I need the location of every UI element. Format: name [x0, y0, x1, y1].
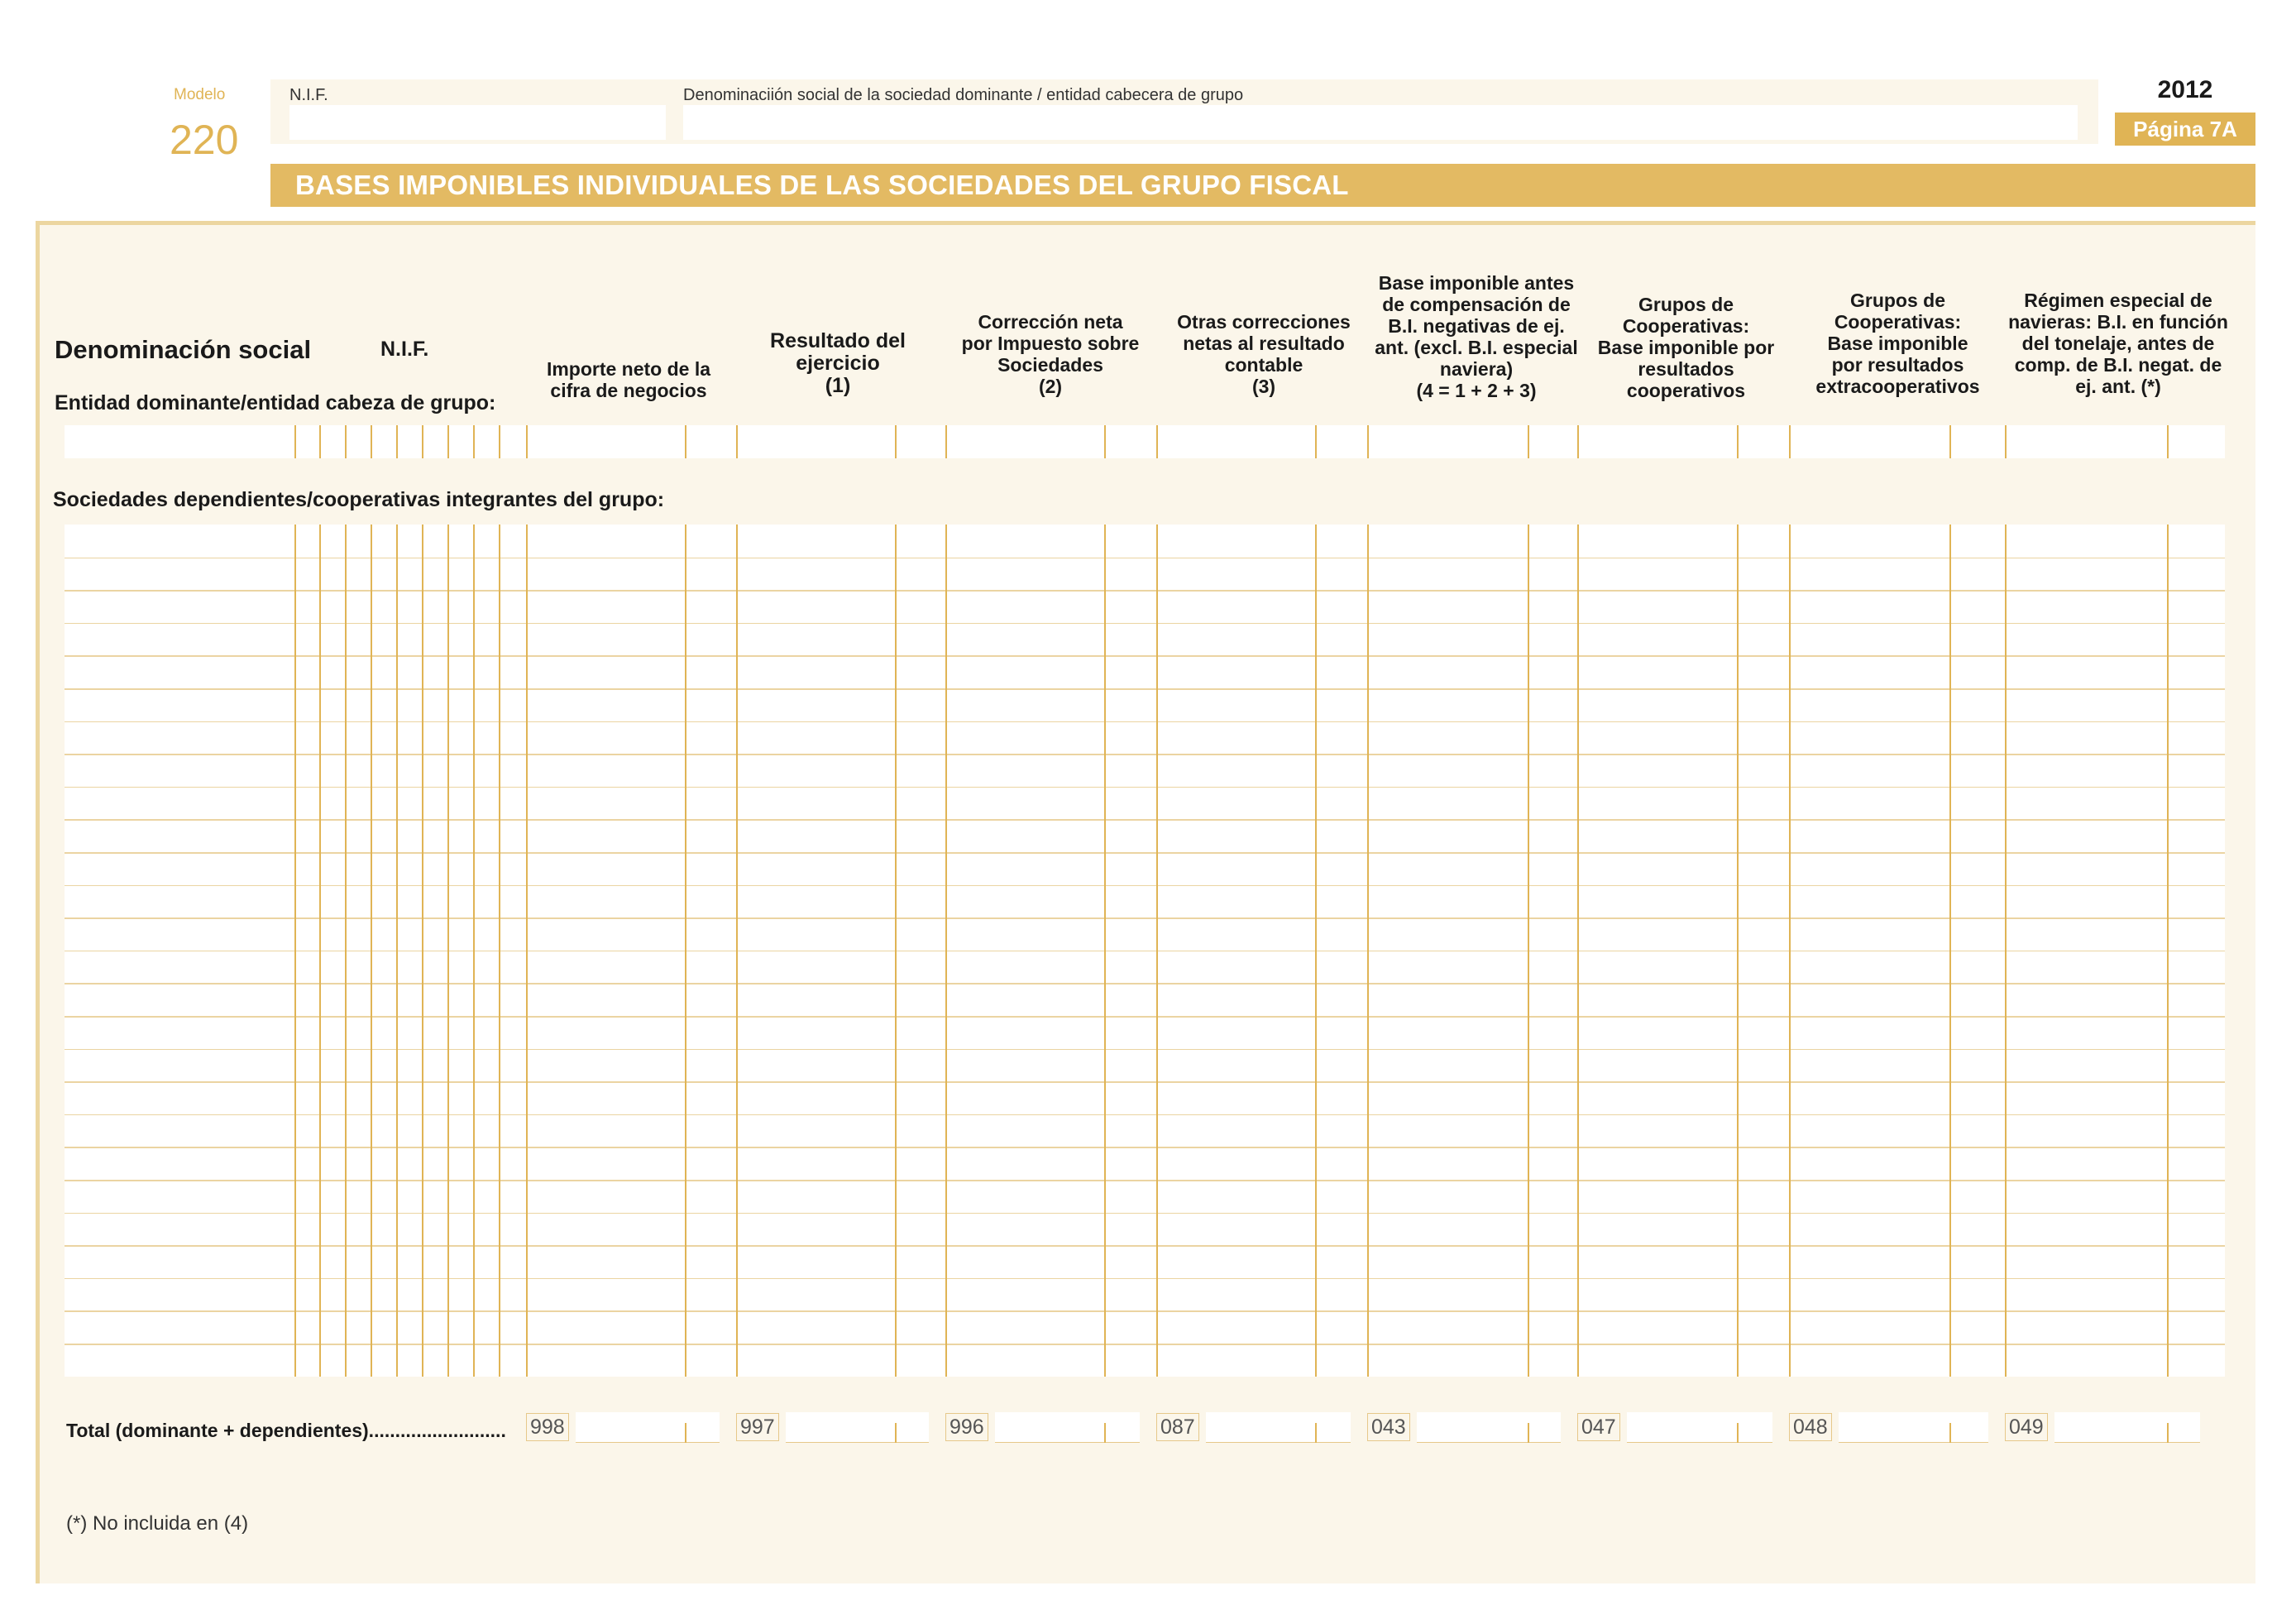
column-header-line: (3) — [1251, 376, 1276, 397]
column-header-line: ej. ant. (*) — [2075, 376, 2161, 397]
column-header-line: resultados cooperativos — [1626, 358, 1746, 401]
decimal-separator — [685, 525, 686, 1377]
entidad-dominante-label: Entidad dominante/entidad cabeza de grupo: — [55, 391, 496, 414]
nif-input[interactable] — [289, 105, 666, 140]
table-row — [65, 885, 2225, 887]
table-row — [65, 1016, 2225, 1018]
decimal-separator — [895, 425, 897, 458]
decimal-separator — [1528, 1423, 1529, 1443]
table-row — [65, 590, 2225, 592]
total-label: Total (dominante + dependientes).......................... — [66, 1420, 506, 1441]
nif-heading: N.I.F. — [380, 338, 429, 361]
decimal-separator — [1737, 1423, 1739, 1443]
table-row — [65, 1081, 2225, 1083]
column-header-line: navieras: B.I. en función — [2008, 311, 2228, 333]
decimal-separator — [1315, 1423, 1317, 1443]
nif-digit-separator — [345, 525, 347, 1377]
total-value-field[interactable] — [1417, 1412, 1561, 1443]
decimal-separator — [685, 425, 686, 458]
denominacion-input[interactable] — [683, 105, 2078, 140]
title-bar — [270, 164, 2255, 207]
column-header-otras-correcciones — [1165, 281, 1363, 397]
year-box — [2115, 76, 2255, 103]
nif-digit-separator — [499, 525, 500, 1377]
nif-digit-separator — [447, 525, 449, 1377]
nif-digit-separator — [447, 425, 449, 458]
total-code-box: 998 — [526, 1413, 569, 1441]
column-header-line: Grupos de Cooperativas: — [1834, 290, 1962, 333]
column-separator — [736, 425, 738, 458]
total-value-field[interactable] — [995, 1412, 1140, 1443]
column-separator — [1156, 425, 1158, 458]
nif-digit-separator — [422, 525, 423, 1377]
nif-digit-separator — [396, 425, 398, 458]
column-separator — [1789, 525, 1791, 1377]
column-separator — [1789, 425, 1791, 458]
footnote: (*) No incluida en (4) — [66, 1512, 249, 1535]
column-separator — [2005, 525, 2007, 1377]
column-header-line: Base imponible — [1827, 333, 1968, 354]
page-badge: Página 7A — [2115, 113, 2255, 146]
denominacion-label: Denominaciión social de la sociedad dominante / entidad cabecera de grupo — [683, 86, 1244, 104]
total-code-box: 047 — [1577, 1413, 1620, 1441]
total-value-field[interactable] — [2054, 1412, 2200, 1443]
total-code-box: 043 — [1367, 1413, 1410, 1441]
nif-digit-separator — [319, 525, 321, 1377]
column-header-line: comp. de B.I. negat. de — [2014, 354, 2222, 376]
column-header-line: Base imponible por — [1597, 337, 1775, 358]
column-header-line: del tonelaje, antes de — [2021, 333, 2215, 354]
nif-digit-separator — [371, 425, 372, 458]
total-value-field[interactable] — [1206, 1412, 1351, 1443]
column-header-line: contable — [1224, 354, 1303, 376]
decimal-separator — [2167, 525, 2169, 1377]
nif-digit-separator — [422, 425, 423, 458]
decimal-separator — [895, 1423, 897, 1443]
entidad-dominante-row[interactable] — [65, 425, 2225, 458]
decimal-separator — [1528, 425, 1529, 458]
nif-digit-separator — [345, 425, 347, 458]
column-header-line: Régimen especial de — [2024, 290, 2212, 311]
column-separator — [1577, 425, 1579, 458]
decimal-separator — [895, 525, 897, 1377]
table-row — [65, 1180, 2225, 1181]
column-header-line: Resultado del — [770, 329, 906, 352]
decimal-separator — [2167, 1423, 2169, 1443]
column-header-line: (1) — [825, 374, 851, 397]
column-header-line: B.I. negativas de ej. — [1388, 315, 1565, 337]
decimal-separator — [1949, 525, 1951, 1377]
nif-digit-separator — [473, 525, 475, 1377]
decimal-separator — [2167, 425, 2169, 458]
column-header-line: (4 = 1 + 2 + 3) — [1416, 380, 1537, 401]
table-row — [65, 1213, 2225, 1214]
column-header-regimen-navieras — [2007, 281, 2230, 397]
table-row — [65, 1278, 2225, 1280]
column-header-line: naviera) — [1439, 358, 1514, 380]
decimal-separator — [685, 1423, 686, 1443]
table-row — [65, 983, 2225, 984]
decimal-separator — [1104, 1423, 1106, 1443]
table-row — [65, 1147, 2225, 1148]
total-value-field[interactable] — [576, 1412, 720, 1443]
table-row — [65, 754, 2225, 755]
table-row — [65, 917, 2225, 919]
table-row — [65, 1049, 2225, 1051]
decimal-separator — [1737, 425, 1739, 458]
modelo-label: Modelo — [174, 86, 226, 103]
column-separator — [526, 525, 528, 1377]
column-header-line: ant. (excl. B.I. especial — [1375, 337, 1578, 358]
column-header-line: Base imponible antes — [1378, 272, 1575, 294]
column-header-line: Grupos de Cooperativas: — [1622, 294, 1750, 337]
total-value-field[interactable] — [1839, 1412, 1988, 1443]
column-header-line: de compensación de — [1382, 294, 1571, 315]
column-separator — [945, 525, 947, 1377]
nif-digit-separator — [319, 425, 321, 458]
column-separator — [1367, 525, 1369, 1377]
column-header-base-imponible — [1365, 265, 1588, 401]
table-row — [65, 558, 2225, 559]
decimal-separator — [1528, 525, 1529, 1377]
page-title: BASES IMPONIBLES INDIVIDUALES DE LAS SOCIEDADES DEL GRUPO FISCAL — [295, 170, 1349, 200]
column-header-line: Importe neto de la — [546, 358, 711, 380]
table-row — [65, 1245, 2225, 1247]
column-header-line: cifra de negocios — [550, 380, 707, 401]
nif-digit-separator — [396, 525, 398, 1377]
decimal-separator — [1315, 525, 1317, 1377]
column-header-line: por resultados — [1831, 354, 1964, 376]
total-code-box: 048 — [1789, 1413, 1832, 1441]
column-header-cooperativas-base — [1576, 294, 1796, 401]
table-row — [65, 655, 2225, 657]
table-row — [65, 1114, 2225, 1116]
decimal-separator — [1104, 425, 1106, 458]
column-header-line: por Impuesto sobre — [961, 333, 1140, 354]
nif-digit-separator — [473, 425, 475, 458]
decimal-separator — [1315, 425, 1317, 458]
decimal-separator — [1737, 525, 1739, 1377]
total-code-box: 997 — [736, 1413, 779, 1441]
table-row — [65, 1344, 2225, 1345]
total-value-field[interactable] — [786, 1412, 929, 1443]
total-code-box: 996 — [945, 1413, 988, 1441]
column-header-line: Sociedades — [997, 354, 1103, 376]
column-header-importe-neto — [529, 298, 728, 401]
column-header-cooperativas-extra — [1788, 290, 2007, 397]
decimal-separator — [1949, 1423, 1951, 1443]
nif-label: N.I.F. — [289, 86, 328, 104]
nif-digit-separator — [371, 525, 372, 1377]
table-row — [65, 951, 2225, 952]
column-separator — [2005, 425, 2007, 458]
total-code-box: 087 — [1156, 1413, 1199, 1441]
column-header-resultado-ejercicio — [739, 281, 937, 397]
column-separator — [1367, 425, 1369, 458]
total-value-field[interactable] — [1627, 1412, 1772, 1443]
column-separator — [945, 425, 947, 458]
column-separator — [526, 425, 528, 458]
decimal-separator — [1949, 425, 1951, 458]
column-header-line: netas al resultado — [1183, 333, 1345, 354]
table-row — [65, 787, 2225, 788]
table-row — [65, 623, 2225, 625]
column-header-line: Corrección neta — [978, 311, 1123, 333]
nif-digit-separator — [294, 525, 296, 1377]
total-code-box: 049 — [2005, 1413, 2048, 1441]
nif-digit-separator — [294, 425, 296, 458]
column-separator — [736, 525, 738, 1377]
column-header-line: ejercicio — [796, 352, 880, 375]
column-header-line: (2) — [1038, 376, 1063, 397]
table-row — [65, 721, 2225, 723]
denominacion-social-heading: Denominación social — [55, 335, 312, 364]
table-row — [65, 852, 2225, 854]
column-header-line: extracooperativos — [1815, 376, 1980, 397]
table-row — [65, 688, 2225, 690]
modelo-number: 220 — [170, 117, 239, 163]
column-header-line: Otras correcciones — [1177, 311, 1351, 333]
column-separator — [1577, 525, 1579, 1377]
column-header-correccion-neta — [951, 281, 1150, 397]
year-text: 2012 — [2157, 76, 2213, 103]
sociedades-dependientes-label: Sociedades dependientes/cooperativas integrantes del grupo: — [53, 488, 665, 511]
table-row — [65, 1310, 2225, 1312]
column-separator — [1156, 525, 1158, 1377]
nif-digit-separator — [499, 425, 500, 458]
table-row — [65, 819, 2225, 821]
decimal-separator — [1104, 525, 1106, 1377]
